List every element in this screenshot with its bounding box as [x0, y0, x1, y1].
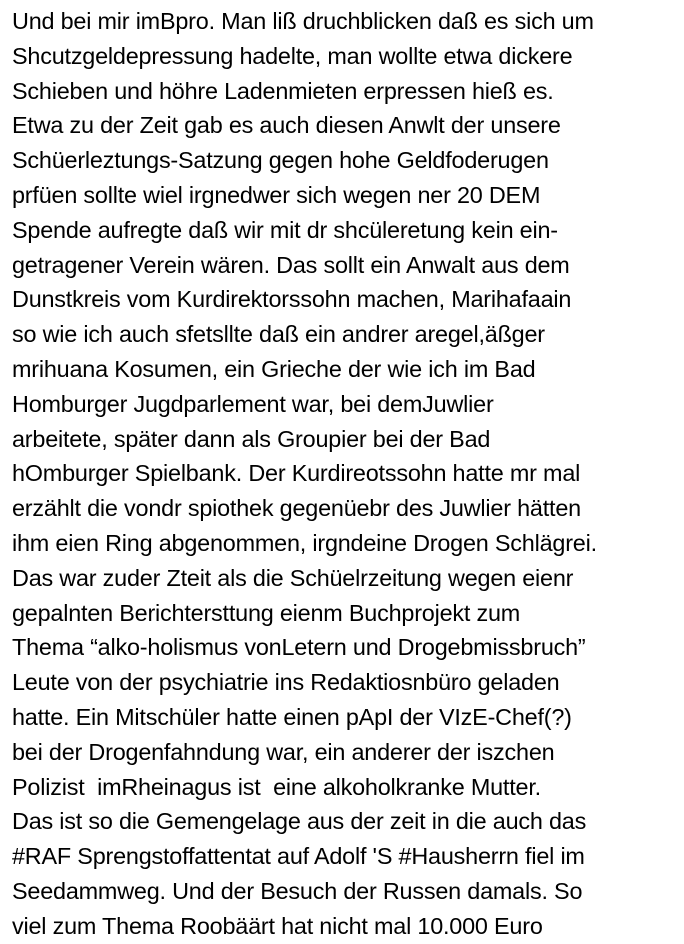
text-line-18: gepalnten Berichtersttung eienm Buchprojekt zum [12, 599, 521, 626]
text-line-3: Schieben und höhre Ladenmieten erpressen hieß es. [12, 77, 554, 104]
text-line-9: Dunstkreis vom Kurdirektorssohn machen, Marihafaain [12, 286, 572, 313]
text-line-16: ihm eien Ring abgenommen, irgndeine Drogen Schlägrei. [12, 529, 597, 556]
text-line-5: Schüerleztungs-Satzung gegen hohe Geldfoderugen [12, 147, 549, 174]
text-line-10: so wie ich auch sfetsllte daß ein andrer aregel,äßger [12, 321, 545, 348]
text-line-23: Polizist imRheinagus ist eine alkoholkranke Mutter. [12, 773, 541, 800]
text-line-8: getragener Verein wären. Das sollt ein Anwalt aus dem [12, 251, 570, 278]
text-line-7: Spende aufregte daß wir mit dr shcüleretung kein ein- [12, 216, 558, 243]
text-line-20: Leute von der psychiatrie ins Redaktiosnbüro geladen [12, 669, 560, 696]
text-line-13: arbeitete, später dann als Groupier bei der Bad [12, 425, 491, 452]
text-line-17: Das war zuder Zteit als die Schüelrzeitung wegen eienr [12, 564, 574, 591]
text-line-4: Etwa zu der Zeit gab es auch diesen Anwlt der unsere [12, 112, 561, 139]
body-text [12, 4, 682, 944]
text-line-14: hOmburger Spielbank. Der Kurdireotssohn hatte mr mal [12, 460, 581, 487]
text-line-19: Thema “alko-holismus vonLetern und Drogebmissbruch” [12, 634, 586, 661]
text-line-24: Das ist so die Gemengelage aus der zeit in die auch das [12, 808, 587, 835]
text-line-2: Shcutzgeldepressung hadelte, man wollte etwa dickere [12, 42, 573, 69]
text-line-25: #RAF Sprengstoffattentat auf Adolf 'S #Hausherrn fiel im [12, 843, 585, 870]
text-line-26: Seedammweg. Und der Besuch der Russen damals. So [12, 877, 583, 904]
text-line-15: erzählt die vondr spiothek gegenüebr des Juwlier hätten [12, 495, 581, 522]
text-line-11: mrihuana Kosumen, ein Grieche der wie ich im Bad [12, 355, 536, 382]
text-line-6: prfüen sollte wiel irgnedwer sich wegen ner 20 DEM [12, 181, 541, 208]
text-line-22: bei der Drogenfahndung war, ein anderer der iszchen [12, 738, 555, 765]
text-line-1: Und bei mir imBpro. Man liß druchblicken daß es sich um [12, 8, 594, 34]
text-line-12: Homburger Jugdparlement war, bei demJuwlier [12, 390, 494, 417]
text-line-21: hatte. Ein Mitschüler hatte einen pApI der VIzE-Chef(?) [12, 703, 572, 730]
text-line-27: viel zum Thema Roobäärt hat nicht mal 10.000 Euro [12, 912, 543, 939]
